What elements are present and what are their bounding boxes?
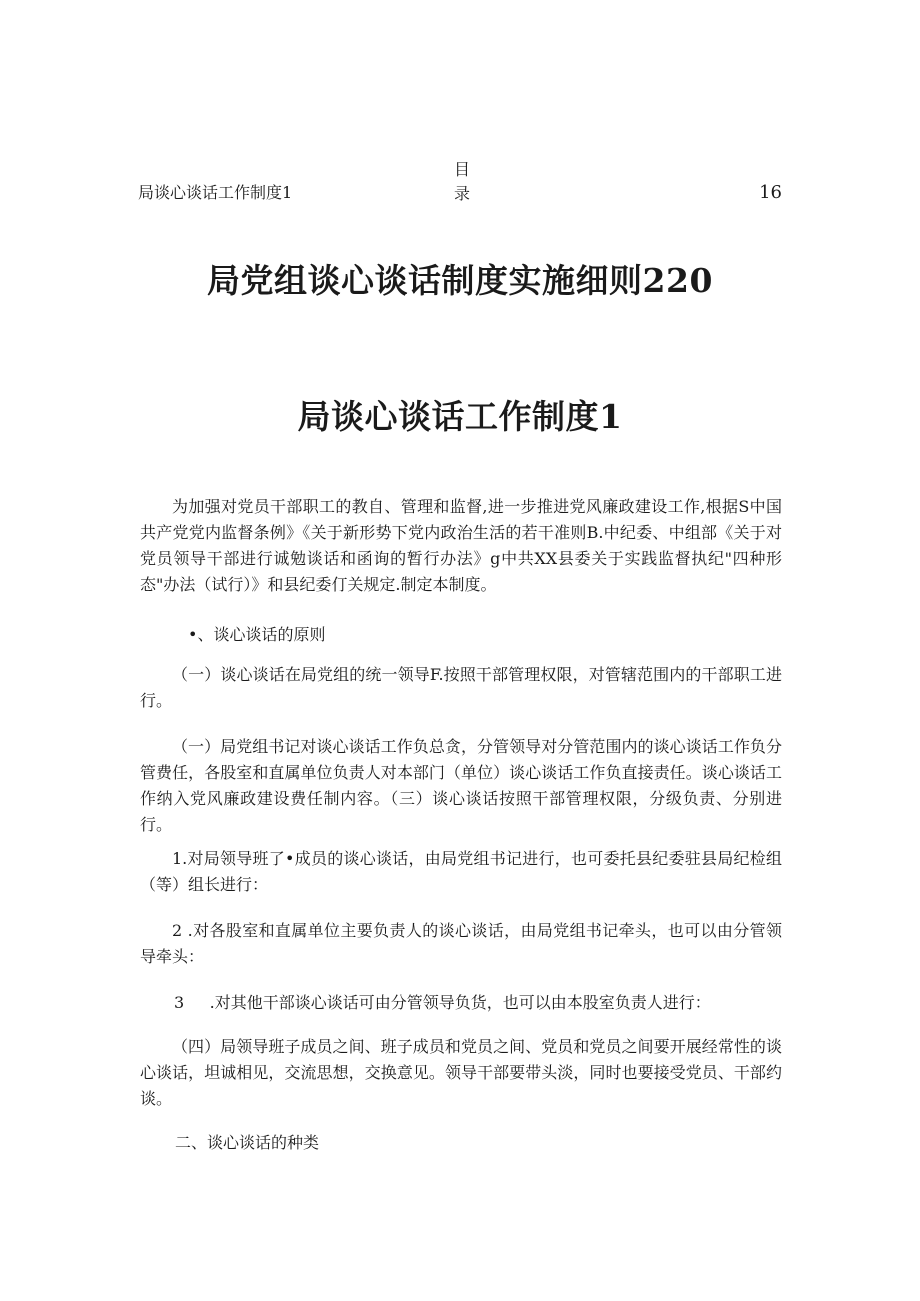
toc-heading-line2: 录 <box>453 184 470 203</box>
document-subtitle: 局谈心谈话工作制度1 <box>297 397 623 437</box>
toc-heading <box>450 158 474 206</box>
item3-block <box>140 846 782 898</box>
section-heading-principles: •、谈心谈话的原则 <box>188 625 326 644</box>
item6-block <box>140 1034 782 1112</box>
toc-entry-label[interactable]: 局谈心谈话工作制度1 <box>138 183 293 202</box>
paragraph-item-1: （一）谈心谈话在局党组的统一领导F.按照干部管理权限，对管辖范围内的干部职工进行。 <box>140 665 782 710</box>
document-main-title: 局党组谈心谈话制度实施细则220 <box>207 261 713 301</box>
item5-block <box>140 990 782 1016</box>
item4-block <box>140 918 782 970</box>
paragraph-item-3: 1.对局领导班了•成员的谈心谈话，由局党组书记进行，也可委托县纪委驻县局纪检组（等）组长进行： <box>140 849 782 894</box>
toc-entry-page-number: 16 <box>759 182 782 203</box>
paragraph-item-5: 3 .对其他干部谈心谈话可由分管领导负货，也可以由本股室负责人进行： <box>174 993 711 1012</box>
item1-block <box>140 662 782 714</box>
item2-block <box>140 734 782 838</box>
section2-heading-block <box>140 1130 782 1156</box>
section1-heading-block <box>140 622 782 648</box>
intro-paragraph: 为加强对党员干部职工的教自、管理和监督,进一步推进党风廉政建设工作,根据S中国共产党党内监督条例》《关于新形势下党内政治生活的若干准则B.中纪委、中组部《关于对党员领导干部进行诚勉谈话和函询的暂行办法》g中共XX县委关于实践监督执纪"四种形态"办法（试行）》和县纪委仃关规定.制定本制度。 <box>140 497 782 594</box>
paragraph-item-2: （一）局党组书记对谈心谈话工作负总贪，分管领导对分管范围内的谈心谈话工作负分管费任，各股室和直属单位负责人对本部门（单位）谈心谈话工作负直接责任。谈心谈话工作纳入党风廉政建设费任制内容。（三）谈心谈话按照干部管理权限，分级负责、分别进行。 <box>140 737 782 834</box>
section-heading-types: 二、谈心谈话的种类 <box>175 1133 320 1152</box>
paragraph-item-6: （四）局领导班子成员之间、班子成员和党员之间、党员和党员之间要开展经常性的谈心谈话，坦诚相见，交流思想，交换意见。领导干部要带头淡，同时也要接受党员、干部约谈。 <box>140 1037 782 1108</box>
paragraph-item-4: 2 .对各股室和直属单位主要负责人的谈心谈话，由局党组书记牵头，也可以由分管领导牵头： <box>140 921 782 966</box>
toc-heading-line1: 目 <box>453 160 470 179</box>
intro-paragraph-block <box>140 494 782 598</box>
